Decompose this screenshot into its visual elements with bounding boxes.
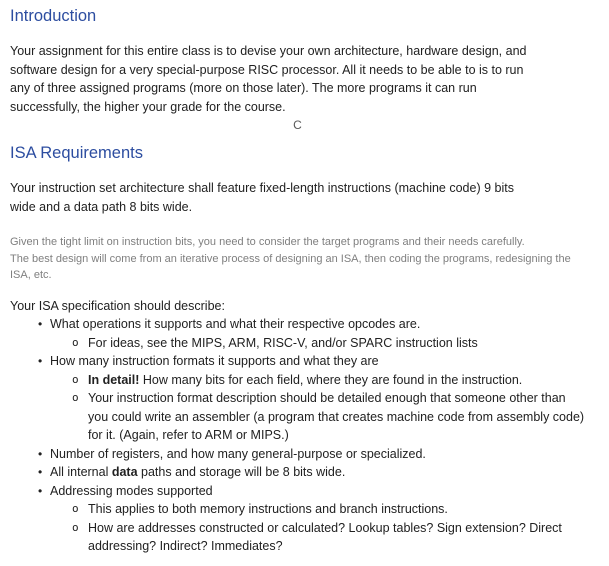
isa-note-paragraph <box>10 234 585 284</box>
bullet-item-text: Number of registers, and how many general-purpose or specialized. <box>50 446 426 461</box>
text-line: successfully, the higher your grade for the course. <box>10 99 286 114</box>
bullet-list <box>10 315 585 556</box>
text-line: any of three assigned programs (more on those later). The more programs it can run <box>10 81 477 95</box>
bullet-item-text: How are addresses constructed or calculated? Lookup tables? Sign extension? Direct addressing? Indirect? Immediates? <box>88 520 562 553</box>
text-line: ISA, etc. <box>10 269 52 281</box>
text-line: Given the tight limit on instruction bits, you need to consider the target programs and their needs carefully. <box>10 236 525 248</box>
sub-bullet-item <box>72 334 585 353</box>
bullet-marker-icon: • <box>38 446 43 461</box>
bullet-marker-icon: • <box>38 354 43 368</box>
bullet-item <box>38 463 585 482</box>
text-line: The best design will come from an iterative process of designing an ISA, then coding the programs, redesigning the <box>10 252 571 265</box>
intro-paragraph <box>10 42 585 116</box>
bullet-item-text: In detail! How many bits for each field, where they are found in the instruction. <box>88 372 523 387</box>
bullet-item-text: How many instruction formats it supports and what they are <box>50 354 379 368</box>
circle-marker-icon: o <box>72 335 79 349</box>
sub-bullet-item <box>72 389 585 445</box>
bullet-item-text: What operations it supports and what their respective opcodes are. <box>50 317 421 331</box>
text-line: Your instruction set architecture shall feature fixed-length instructions (machine code) 9 bits <box>10 181 514 195</box>
bullet-item-text: All internal data paths and storage will be 8 bits wide. <box>50 465 346 479</box>
bullet-item <box>38 352 585 371</box>
circle-marker-icon: o <box>72 520 79 534</box>
text-line: Your assignment for this entire class is to devise your own architecture, hardware design, and <box>10 44 527 58</box>
text-line: software design for a very special-purpose RISC processor. All it needs to be able to is to run <box>10 62 524 77</box>
sub-bullet-item <box>72 500 585 519</box>
stray-character: C <box>293 118 302 132</box>
bullet-item-text: For ideas, see the MIPS, ARM, RISC-V, and/or SPARC instruction lists <box>88 335 478 350</box>
circle-marker-icon: o <box>72 502 79 515</box>
bullet-marker-icon: • <box>38 317 43 331</box>
sub-bullet-item <box>72 371 585 390</box>
circle-marker-icon: o <box>72 391 79 404</box>
isa-paragraph <box>10 179 585 216</box>
list-intro-line: Your ISA specification should describe: <box>10 298 225 313</box>
bullet-marker-icon: • <box>38 465 43 479</box>
circle-marker-icon: o <box>72 372 79 386</box>
section-heading-introduction: Introduction <box>10 7 97 25</box>
bullet-item <box>38 315 585 334</box>
bullet-item-text: Your instruction format description should be detailed enough that someone other than you could write an assembler (a program that creates machine code from assembly code) for it. (Again, refer to ARM or MIPS.) <box>88 391 585 442</box>
bullet-item-text: This applies to both memory instructions and branch instructions. <box>88 502 448 516</box>
bullet-marker-icon: • <box>38 483 43 498</box>
bullet-item-text: Addressing modes supported <box>50 483 213 498</box>
sub-bullet-item <box>72 519 585 556</box>
bullet-item <box>38 445 585 464</box>
section-heading-isa-requirements: ISA Requirements <box>10 144 143 162</box>
text-line: wide and a data path 8 bits wide. <box>10 199 193 214</box>
bullet-item <box>38 482 585 501</box>
